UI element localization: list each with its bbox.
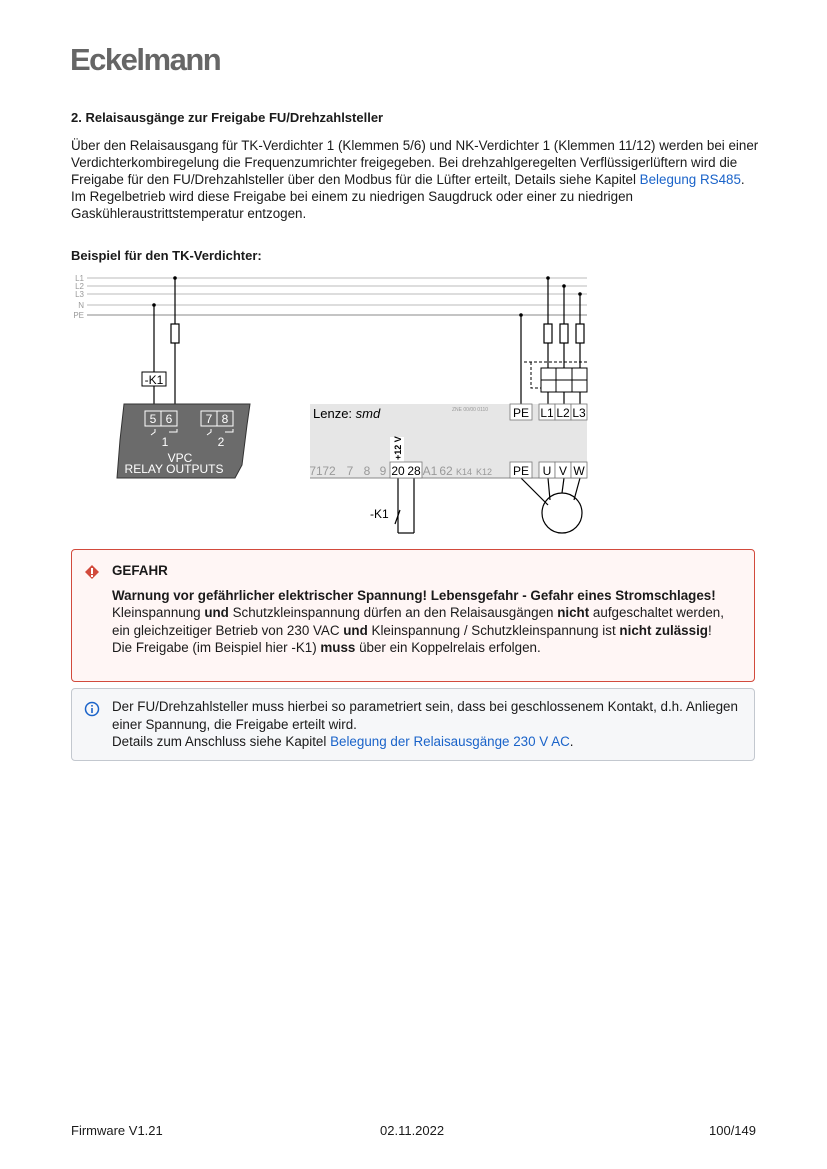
danger-text: Kleinspannung und Schutzkleinspannung dürfen an den Relaisausgängen nicht aufgeschaltet werden, ein gleichzeitiger Betrieb von 230 VAC und Kleinspannung / Schutzkleinspannung ist nicht zulässig! bbox=[112, 605, 724, 638]
drive-terminal: 71 bbox=[309, 464, 323, 478]
danger-text-2: Die Freigabe (im Beispiel hier -K1) muss über ein Koppelrelais erfolgen. bbox=[112, 640, 541, 655]
vpc-subtitle: RELAY OUTPUTS bbox=[124, 462, 224, 476]
terminal-l2: L2 bbox=[556, 406, 570, 420]
drive-terminal: 72 bbox=[322, 464, 336, 478]
drive-terminal: K14 bbox=[455, 467, 473, 477]
info-text: Der FU/Drehzahlsteller muss hierbei so parametriert sein, dass bei geschlossenem Kontakt, d.h. Anliegen einer Spannung, die Freigabe erteilt wird. bbox=[112, 699, 738, 732]
line-label: N bbox=[78, 301, 84, 310]
info-box bbox=[71, 688, 755, 761]
vpc-terminal: 7 bbox=[205, 412, 213, 426]
lenze-small-print: ZNE 00/00 0110 bbox=[452, 407, 489, 413]
info-icon bbox=[84, 701, 100, 717]
vpc-terminal: 5 bbox=[149, 412, 157, 426]
drive-terminal: A1 bbox=[422, 464, 438, 478]
drive-terminal: K12 bbox=[475, 467, 493, 477]
terminal-l3: L3 bbox=[572, 406, 586, 420]
intro-paragraph bbox=[71, 137, 761, 222]
line-label: PE bbox=[73, 311, 84, 320]
drive-terminal: 28 bbox=[407, 464, 421, 478]
terminal-l1: L1 bbox=[540, 406, 554, 420]
eckelmann-logo: Eckelmann bbox=[70, 42, 221, 77]
para-text: . Im Regelbetrieb wird diese Freigabe bei einem zu niedrigen Saugdruck oder einer zu niedrigen Gaskühleraustrittstemperatur entzogen. bbox=[71, 172, 745, 221]
terminal-pe: PE bbox=[512, 406, 530, 420]
line-label: L3 bbox=[75, 290, 84, 299]
drive-terminal: 62 bbox=[439, 464, 453, 478]
k1-relay-label: -K1 bbox=[144, 373, 164, 387]
danger-headline: Warnung vor gefährlicher elektrischer Spannung! Lebensgefahr - Gefahr eines Stromschlages! bbox=[112, 587, 716, 603]
link-belegung-relaisausgaenge[interactable]: Belegung der Relaisausgänge 230 V AC bbox=[330, 734, 570, 749]
section-title: 2. Relaisausgänge zur Freigabe FU/Drehzahlsteller bbox=[71, 110, 384, 125]
para-text: Über den Relaisausgang für TK-Verdichter 1 (Klemmen 5/6) und NK-Verdichter 1 (Klemmen 11/12) werden bei einer Verdichterkombiregelung die Frequenzumrichter freigegeben. Bei drehzahlgeregelten Verflüssigerlüftern wird die Freigabe für den FU/Drehzahlsteller über den Modbus für die Lüfter erteilt, Details siehe Kapitel bbox=[71, 138, 759, 187]
line-label: L2 bbox=[75, 282, 84, 291]
drive-terminal: 9 bbox=[379, 464, 387, 478]
footer-firmware: Firmware V1.21 bbox=[71, 1123, 163, 1138]
line-label: L1 bbox=[75, 274, 84, 283]
vpc-terminal: 8 bbox=[221, 412, 229, 426]
relay-number: 2 bbox=[217, 435, 225, 449]
lenze-label: Lenze: smd bbox=[313, 406, 381, 421]
link-belegung-rs485[interactable]: Belegung RS485 bbox=[639, 172, 741, 187]
footer-page-number: 100/149 bbox=[709, 1123, 756, 1138]
danger-title: GEFAHR bbox=[112, 563, 168, 578]
info-text-2: Details zum Anschluss siehe Kapitel Belegung der Relaisausgänge 230 V AC. bbox=[112, 734, 574, 749]
motor-terminal-w: W bbox=[573, 464, 585, 478]
example-title: Beispiel für den TK-Verdichter: bbox=[71, 248, 262, 263]
danger-box bbox=[71, 549, 755, 682]
relay-number: 1 bbox=[161, 435, 169, 449]
motor-terminal-pe: PE bbox=[512, 464, 530, 478]
motor-terminal-v: V bbox=[558, 464, 568, 478]
footer-date: 02.11.2022 bbox=[380, 1123, 445, 1138]
drive-terminal: 20 bbox=[391, 464, 405, 478]
vpc-terminal: 6 bbox=[165, 412, 173, 426]
drive-terminal: 7 bbox=[346, 464, 354, 478]
danger-icon bbox=[84, 564, 100, 580]
motor-terminal-u: U bbox=[542, 464, 552, 478]
drive-terminal: 8 bbox=[363, 464, 371, 478]
vpc-title: VPC bbox=[167, 451, 193, 465]
k1-contact-label: -K1 bbox=[370, 507, 389, 521]
wiring-diagram bbox=[0, 265, 827, 545]
supply-label: +12 V bbox=[393, 436, 403, 460]
